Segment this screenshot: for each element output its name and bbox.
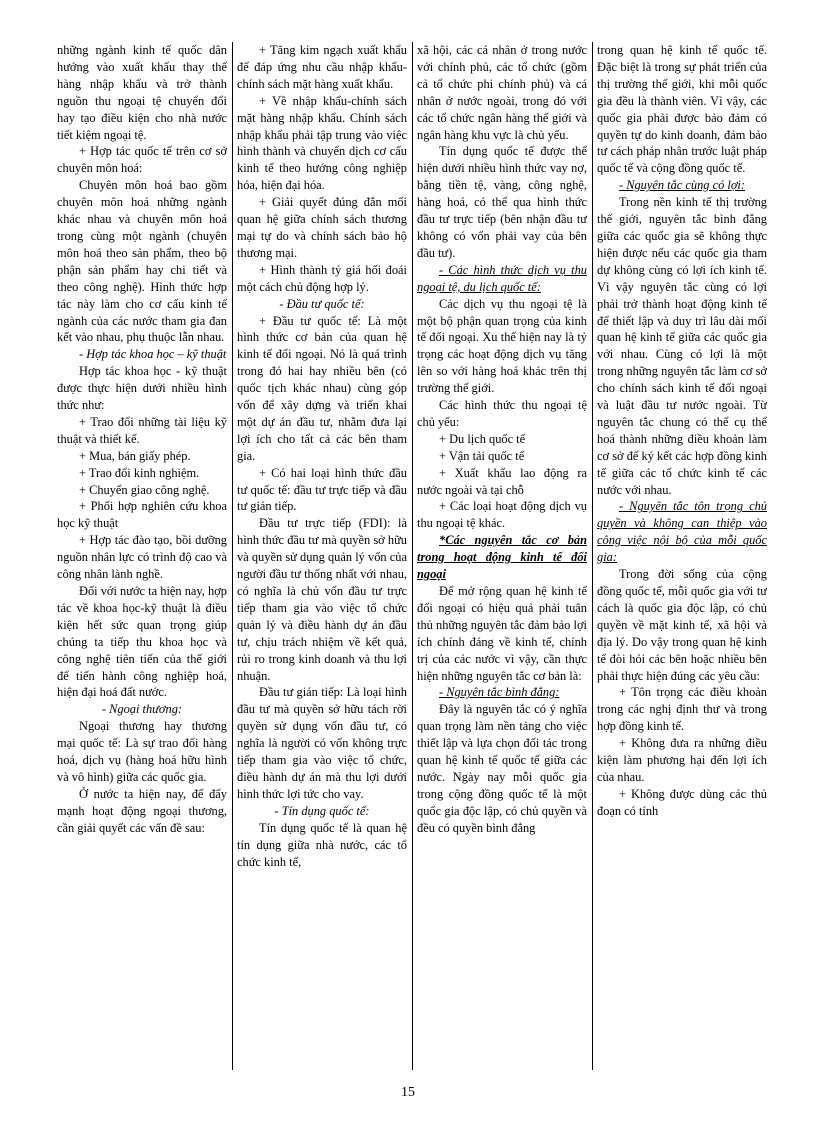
- page-number: 15: [401, 1085, 415, 1100]
- paragraph: Đối với nước ta hiện nay, hợp tác về khoa học-kỹ thuật là điều kiện hết sức quan trọng giúp chúng ta tiếp thu khoa học và công nghệ tiên tiến của thế giới để tiến hành công nghiệp hoá, hiện đại hoá đất nước.: [57, 584, 227, 700]
- paragraph: Các dịch vụ thu ngoại tệ là một bộ phận quan trọng của kinh tế đối ngoại. Xu thế hiện nay là tỷ trọng các hoạt động dịch vụ tăng lên so với hàng hoá khác trên thị trường thế giới.: [417, 296, 587, 396]
- paragraph: Tín dụng quốc tế được thể hiện dưới nhiều hình thức vay nợ, bằng tiền tệ, vàng, công nghệ, hàng hoá, có thể qua hình thức đầu tư trực tiếp (bên nhận đầu tư không có vốn phải vay của bên đầu tư).: [417, 144, 587, 260]
- section-heading: - Các hình thức dịch vụ thu ngoại tệ, du lịch quốc tế:: [417, 262, 587, 294]
- paragraph: + Đầu tư quốc tế: Là một hình thức cơ bản của quan hệ kinh tế đối ngoại. Nó là quá trình trong đó hai hay nhiều bên (có quốc tịch khác nhau) cùng góp vốn để xây dựng và triển khai một dự án đầu tư, nhằm đưa lại lợi ích cho tất cả các bên tham gia.: [237, 313, 407, 463]
- paragraph: Đây là nguyên tắc có ý nghĩa quan trọng làm nền tảng cho việc thiết lập và lựa chọn đối tác trong quan hệ kinh tế quốc tế giữa các nước. Ngày nay mỗi quốc gia trong cộng đồng quốc tế là một quốc gia độc lập, có chủ quyền và đều có quyền bình đẳng: [417, 702, 587, 835]
- paragraph: những ngành kinh tế quốc dân hướng vào xuất khẩu thay thế hàng nhập khẩu và trở thành nguồn thu ngoại tệ chuyển đổi hay tạo điều kiện cho nhà nước tiết kiệm ngoại tệ.: [57, 43, 227, 142]
- paragraph: Chuyên môn hoá bao gồm chuyên môn hoá những ngành khác nhau và chuyên môn hoá trong cùng một ngành (chuyên môn hoá theo sản phẩm, theo bộ phận sản phẩm hay chi tiết và theo công nghệ). Hình thức hợp tác này làm cho cơ cấu kinh tế ngành của các nước tham gia đan kết vào nhau, phụ thuộc lẫn nhau.: [57, 178, 227, 345]
- list-item: + Hợp tác đào tạo, bồi dưỡng nguồn nhân lực có trình độ cao và công nhân lành nghề.: [57, 533, 227, 582]
- text-column-1: [57, 42, 227, 1070]
- section-heading: - Nguyên tắc cùng có lợi:: [619, 178, 746, 193]
- paragraph: trong quan hệ kinh tế quốc tế. Đặc biệt là trong sự phát triển của thị trường thế giới, khi mỗi quốc gia đều là thành viên. Vì vậy, các quốc gia phải được bảo đảm có quyền tự do kinh doanh, đảm bảo tư cách pháp nhân trước luật pháp quốc tế và cộng đồng quốc tế.: [597, 43, 767, 176]
- text-column-3: [417, 42, 587, 1070]
- paragraph: Để mở rộng quan hệ kinh tế đối ngoại có hiệu quả phải tuân thủ những nguyên tắc đảm bảo lợi ích chính đáng về kinh tế, chính trị của các nước vì vậy, cần thực hiện những nguyên tắc cơ bản là:: [417, 584, 587, 683]
- paragraph: Tín dụng quốc tế là quan hệ tín dụng giữa nhà nước, các tổ chức kinh tế,: [237, 820, 407, 869]
- column-divider: [412, 42, 413, 1070]
- paragraph: Ngoại thương hay thương mại quốc tế: Là sự trao đổi hàng hoá, dịch vụ (hàng hoá hữu hình và vô hình) giữa các quốc gia.: [57, 719, 227, 784]
- paragraph: xã hội, các cá nhân ở trong nước với chính phủ, các tổ chức (gồm cả tổ chức phi chính phủ) và cá nhân ở nước ngoài, trong đó với các tổ chức ngân hàng thế giới và ngân hàng khu vực là chủ yếu.: [417, 43, 587, 142]
- paragraph: Đầu tư gián tiếp: Là loại hình đầu tư mà quyền sở hữu tách rời quyền sử dụng vốn đầu tư, có nghĩa là người có vốn không trực tiếp tham gia vào việc tổ chức, điều hành dự án mà thu lợi dưới hình thức lợi tức cho vay.: [237, 685, 407, 801]
- paragraph: + Có hai loại hình thức đầu tư quốc tế: đầu tư trực tiếp và đầu tư gián tiếp.: [237, 465, 407, 514]
- paragraph: Các hình thức thu ngoại tệ chủ yếu:: [417, 398, 587, 429]
- list-item: + Trao đổi kinh nghiệm.: [79, 465, 200, 480]
- paragraph: Trong nền kinh tế thị trường thế giới, nguyên tắc bình đẳng giữa các quốc gia sẽ không thực hiện được nếu các quốc gia tham dự không cùng có lợi ích kinh tế. Vì vậy nguyên tắc cùng có lợi phải trở thành hoạt động kinh tế để thiết lập và duy trì lâu dài mối quan hệ kinh tế giữa các quốc gia với nhau. Cùng có lợi là một trong những nguyên tắc làm cơ sở cho chính sách kinh tế đối ngoại và luật đầu tư nước ngoài. Từ nguyên tắc chung có thể cụ thể hoá thành những điều khoản làm cơ sở để ký kết các hợp đồng kinh tế giữa các tổ chức kinh tế các nước với nhau.: [597, 195, 767, 497]
- list-item: + Giải quyết đúng đắn mối quan hệ giữa chính sách thương mại tự do và chính sách bảo hộ thương mại.: [237, 195, 407, 260]
- section-heading: - Đầu tư quốc tế:: [279, 296, 365, 311]
- section-heading: *Các nguyên tắc cơ bản trong hoạt động kinh tế đối ngoại: [417, 533, 587, 582]
- section-heading: - Tín dụng quốc tế:: [274, 803, 370, 818]
- list-item: + Xuất khẩu lao động ra nước ngoài và tại chỗ: [417, 465, 587, 497]
- list-item: + Mua, bán giấy phép.: [79, 448, 191, 463]
- list-item: + Phối hợp nghiên cứu khoa học kỹ thuật: [57, 499, 227, 531]
- text-column-4: [597, 42, 767, 1070]
- paragraph: Đầu tư trực tiếp (FDI): là hình thức đầu tư mà quyền sở hữu và quyền sử dụng quản lý vốn của người đầu tư thống nhất với nhau, có nghĩa là chủ vốn đầu tư trực tiếp tham gia vào việc tổ chức quản lý và điều hành dự án đầu tư, chịu trách nhiệm về kết quả, rủi ro trong kinh doanh và thu lợi nhuận.: [237, 516, 407, 683]
- document-page: [57, 42, 769, 1082]
- column-divider: [592, 42, 593, 1070]
- paragraph: Hợp tác khoa học - kỹ thuật được thực hiện dưới nhiều hình thức như:: [57, 364, 227, 413]
- paragraph: Ở nước ta hiện nay, để đẩy mạnh hoạt động ngoại thương, cần giải quyết các vấn đề sau:: [57, 786, 227, 835]
- list-item: + Các loại hoạt động dịch vụ thu ngoại tệ khác.: [417, 499, 587, 531]
- column-divider: [232, 42, 233, 1070]
- list-item: + Tăng kim ngạch xuất khẩu để đáp ứng nhu cầu nhập khẩu-chính sách mặt hàng xuất khẩu.: [237, 43, 407, 91]
- list-item: + Du lịch quốc tế: [439, 431, 526, 446]
- list-item: + Không đưa ra những điều kiện làm phương hại đến lợi ích của nhau.: [597, 736, 767, 784]
- section-heading: - Hợp tác khoa học – kỹ thuật: [79, 347, 227, 362]
- list-item: + Trao đổi những tài liệu kỹ thuật và thiết kế.: [57, 414, 227, 446]
- section-heading: - Ngoại thương:: [101, 702, 183, 717]
- list-item: + Hình thành tỷ giá hối đoái một cách chủ động hợp lý.: [237, 262, 407, 294]
- section-heading: - Nguyên tắc tôn trọng chủ quyền và không can thiệp vào công việc nội bộ của mỗi quốc gia:: [597, 499, 767, 565]
- list-item: + Chuyển giao công nghệ.: [79, 482, 210, 497]
- section-heading: - Nguyên tắc bình đẳng:: [439, 685, 560, 700]
- paragraph: + Hợp tác quốc tế trên cơ sở chuyên môn hoá:: [57, 144, 227, 176]
- list-item: + Vận tải quốc tế: [439, 448, 525, 463]
- list-item: + Không được dùng các thủ đoạn có tính: [597, 786, 767, 818]
- text-column-2: [237, 42, 407, 1070]
- list-item: + Tôn trọng các điều khoản trong các nghị định thư và trong hợp đồng kinh tế.: [597, 685, 767, 734]
- paragraph: Trong đời sống của cộng đồng quốc tế, mỗi quốc gia với tư cách là quốc gia độc lập, có chủ quyền về mặt kinh tế, xã hội và địa lý. Do vậy trong quan hệ kinh tế đòi hỏi các bên hoặc nhiều bên phải thực hiện đúng các yêu cầu:: [597, 567, 767, 683]
- list-item: + Về nhập khẩu-chính sách mặt hàng nhập khẩu. Chính sách nhập khẩu phải tập trung vào việc hình thành và chuyển dịch cơ cấu kinh tế theo hướng công nghiệp hóa, hiện đại hóa.: [237, 93, 407, 193]
